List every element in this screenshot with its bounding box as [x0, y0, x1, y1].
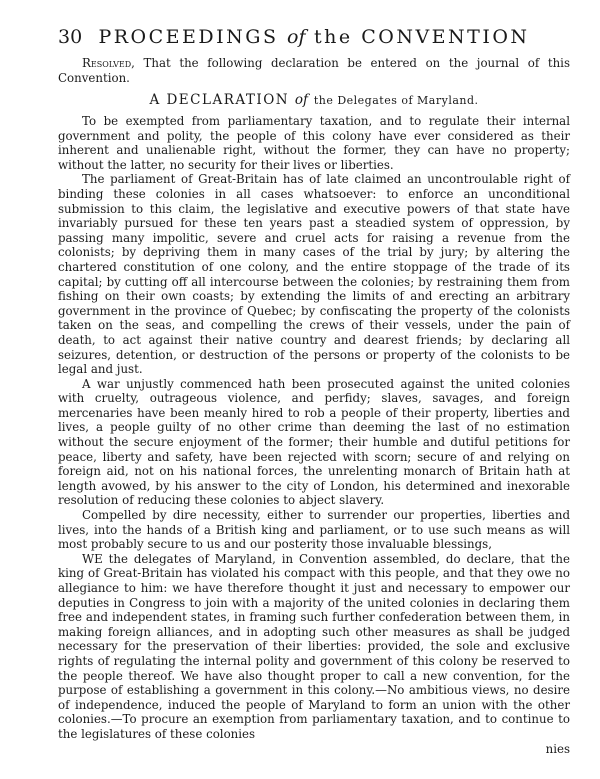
- paragraph-necessity: Compelled by dire necessity, either to surrender our properties, liberties and lives, into the hands of a British king and parliament, or to use such means as will most probably secure to us and our posterity those invaluable blessings,: [58, 508, 570, 552]
- page-number: 30: [58, 26, 83, 48]
- running-head-of: of: [287, 26, 306, 48]
- declaration-title-a: A DECLARATION: [149, 92, 290, 108]
- paragraph-parliament: The parliament of Great-Britain has of late claimed an uncontroulable right of binding these colonies in all cases whatsoever: to enforce an unconditional submission to this claim, the legislative and executive powers of that state have invariably pursued for these ten years past a steadied system of oppression, by passing many impolitic, severe and cruel acts for raising a revenue from the colonists; by depriving them in many cases of the trial by jury; by altering the chartered constitution of one colony, and the entire stoppage of the trade of its capital; by cutting off all intercourse between the colonies; by restraining them from fishing on their own coasts; by extending the limits of and erecting an arbitrary government in the province of Quebec; by confiscating the property of the colonists taken on the seas, and compelling the crews of their vessels, under the pain of death, to act against their native country and dearest friends; by declaring all seizures, detention, or destruction of the persons or property of the colonists to be legal and just.: [58, 172, 570, 377]
- running-head: [58, 26, 570, 48]
- running-head-part-a: PROCEEDINGS: [98, 26, 279, 48]
- declaration-title-b: the Delegates of Maryland.: [313, 94, 479, 107]
- catchword: nies: [545, 741, 570, 756]
- declaration-title: [58, 92, 570, 108]
- resolved-text: That the following declaration be entered on the journal of this Convention.: [58, 56, 570, 85]
- page-header: [58, 26, 570, 52]
- declaration-body: [58, 114, 570, 756]
- paragraph-war: A war unjustly commenced hath been prosecuted against the united colonies with cruelty, outrageous violence, and perfidy; slaves, savages, and foreign mercenaries have been meanly hired to rob a people of their property, liberties and lives, a people guilty of no other crime than deeming the last of no estimation without the secure enjoyment of the former; their humble and dutiful petitions for peace, liberty and safety, have been rejected with scorn; secure of and relying on foreign aid, not on his national forces, the unrelenting monarch of Britain hath at length avowed, by his answer to the city of London, his determined and inexorable resolution of reducing these colonies to abject slavery.: [58, 376, 570, 508]
- resolved-label: Resolved,: [82, 56, 135, 70]
- resolution-paragraph: [58, 56, 570, 86]
- declaration-title-of: of: [294, 92, 309, 108]
- paragraph-declaration: WE the delegates of Maryland, in Convention assembled, do declare, that the king of Great-Britain has violated his compact with this people, and that they owe no allegiance to him: we have therefore thought it just and necessary to empower our deputies in Congress to join with a majority of the united colonies in declaring them free and independent states, in framing such further confederation between them, in making foreign alliances, and in adopting such other measures as shall be judged necessary for the preservation of their liberties: provided, the sole and exclusive rights of regulating the internal polity and government of this colony be reserved to the people thereof. We have also thought proper to call a new convention, for the purpose of establishing a government in this colony.—No ambitious views, no desire of independence, induced the people of Maryland to form an union with the other colonies.—To procure an exemption from parliamentary taxation, and to continue to the legislatures of these colonies: [58, 551, 570, 741]
- paragraph-taxation: To be exempted from parliamentary taxation, and to regulate their internal government and polity, the people of this colony have ever considered as their inherent and unalienable right, without the former, they can have no property; without the latter, no security for their lives or liberties.: [58, 114, 570, 172]
- running-head-part-b: the CONVENTION: [314, 26, 530, 48]
